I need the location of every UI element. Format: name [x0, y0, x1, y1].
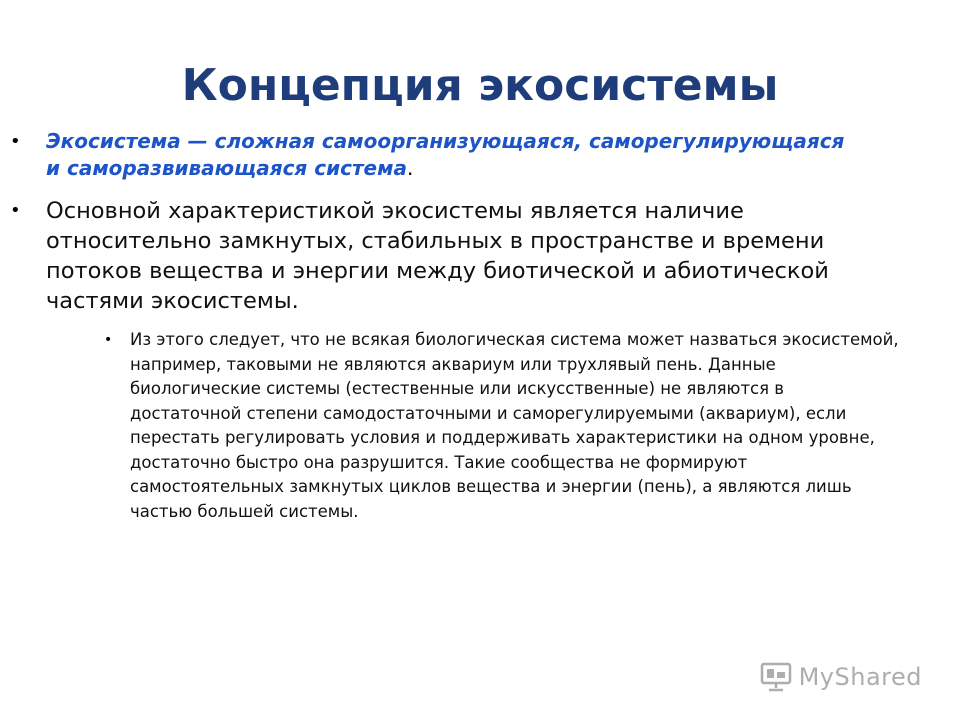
bullet-item-definition: [10, 128, 846, 182]
bullet-list: [0, 128, 960, 524]
bullet-text-definition: Экосистема — сложная самоорганизующаяся, саморегулирующаяся и саморазвивающаяся система: [46, 129, 845, 180]
presentation-screen-icon: [759, 660, 793, 694]
sub-bullet-text-example: Из этого следует, что не всякая биологическая система может назваться экосистемой, например, таковыми не являются аквариум или трухлявый пень. Данные биологические системы (естественные или искусственные) не являются в достаточной степени самодостаточными и саморегулируемыми (аквариум), если перестать регулировать условия и поддерживать характеристики на одном уровне, достаточно быстро она разрушится. Такие сообщества не формируют самостоятельных замкнутых циклов вещества и энергии (пень), а являются лишь частью большей системы.: [130, 330, 899, 521]
bullet-text-characteristic: Основной характеристикой экосистемы является наличие относительно замкнутых, стабильных в пространстве и времени потоков вещества и энергии между биотической и абиотической частями экосистемы.: [46, 198, 829, 314]
bullet-dot-icon: •: [10, 200, 21, 221]
watermark-text: MyShared: [798, 663, 922, 691]
bullet-dot-icon: •: [10, 131, 21, 152]
bullet-period: .: [406, 156, 414, 180]
slide-title: Концепция экосистемы: [181, 60, 779, 111]
watermark: [759, 660, 922, 694]
bullet-item-characteristic: [10, 196, 886, 316]
sub-bullet-item-example: [104, 328, 900, 524]
sub-bullet-dot-icon: •: [104, 332, 113, 348]
